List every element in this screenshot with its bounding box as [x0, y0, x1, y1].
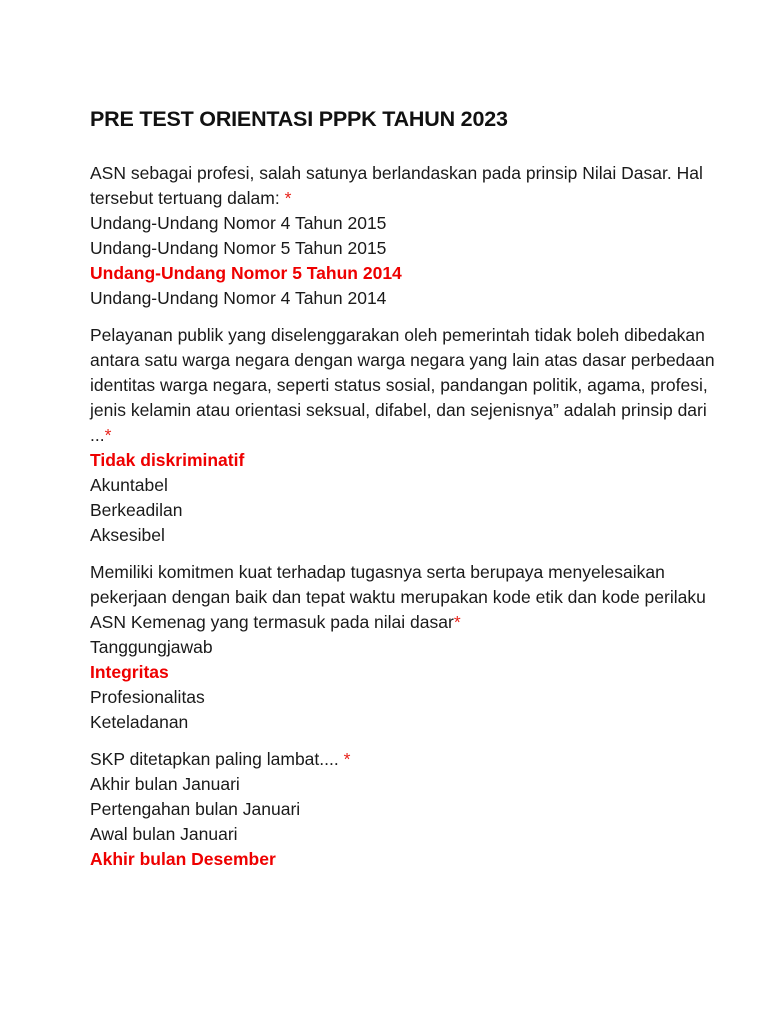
required-marker: * [343, 749, 351, 769]
question-text [90, 323, 730, 448]
question-text-content: Memiliki komitmen kuat terhadap tugasnya serta berupaya menyelesaikan pekerjaan dengan baik dan tepat waktu merupakan kode etik dan kode perilaku ASN Kemenag yang termasuk pada nilai dasar [90, 562, 706, 632]
question-text [90, 747, 730, 772]
required-marker: * [284, 188, 292, 208]
question-text [90, 560, 730, 635]
answer-option: Aksesibel [90, 525, 165, 545]
answer-option: Undang-Undang Nomor 5 Tahun 2015 [90, 238, 387, 258]
answer-option: Tanggungjawab [90, 637, 213, 657]
answer-option: Akhir bulan Januari [90, 774, 240, 794]
required-marker: * [453, 612, 461, 632]
answer-option: Keteladanan [90, 712, 189, 732]
answer-option-correct: Integritas [90, 662, 169, 682]
question-text-content: ASN sebagai profesi, salah satunya berlandaskan pada prinsip Nilai Dasar. Hal tersebut tertuang dalam: [90, 163, 703, 208]
question-4 [90, 747, 730, 872]
question-3 [90, 560, 730, 735]
answer-option-correct: Undang-Undang Nomor 5 Tahun 2014 [90, 263, 402, 283]
question-text [90, 161, 730, 211]
required-marker: * [104, 425, 112, 445]
answer-option: Awal bulan Januari [90, 824, 238, 844]
question-2 [90, 323, 730, 548]
answer-option-correct: Akhir bulan Desember [90, 849, 276, 869]
page-title: PRE TEST ORIENTASI PPPK TAHUN 2023 [90, 107, 508, 131]
answer-option-correct: Tidak diskriminatif [90, 450, 245, 470]
document-page [90, 104, 730, 884]
answer-option: Profesionalitas [90, 687, 205, 707]
question-text-content: SKP ditetapkan paling lambat.... [90, 749, 344, 769]
question-1 [90, 161, 730, 311]
answer-option: Pertengahan bulan Januari [90, 799, 301, 819]
answer-option: Undang-Undang Nomor 4 Tahun 2015 [90, 213, 387, 233]
question-text-content: Pelayanan publik yang diselenggarakan oleh pemerintah tidak boleh dibedakan antara satu warga negara dengan warga negara yang lain atas dasar perbedaan identitas warga negara, seperti status sosial, pandangan politik, agama, profesi, jenis kelamin atau orientasi seksual, difabel, dan sejenisnya” adalah prinsip dari ... [90, 325, 715, 445]
answer-option: Berkeadilan [90, 500, 183, 520]
answer-option: Akuntabel [90, 475, 168, 495]
answer-option: Undang-Undang Nomor 4 Tahun 2014 [90, 288, 387, 308]
